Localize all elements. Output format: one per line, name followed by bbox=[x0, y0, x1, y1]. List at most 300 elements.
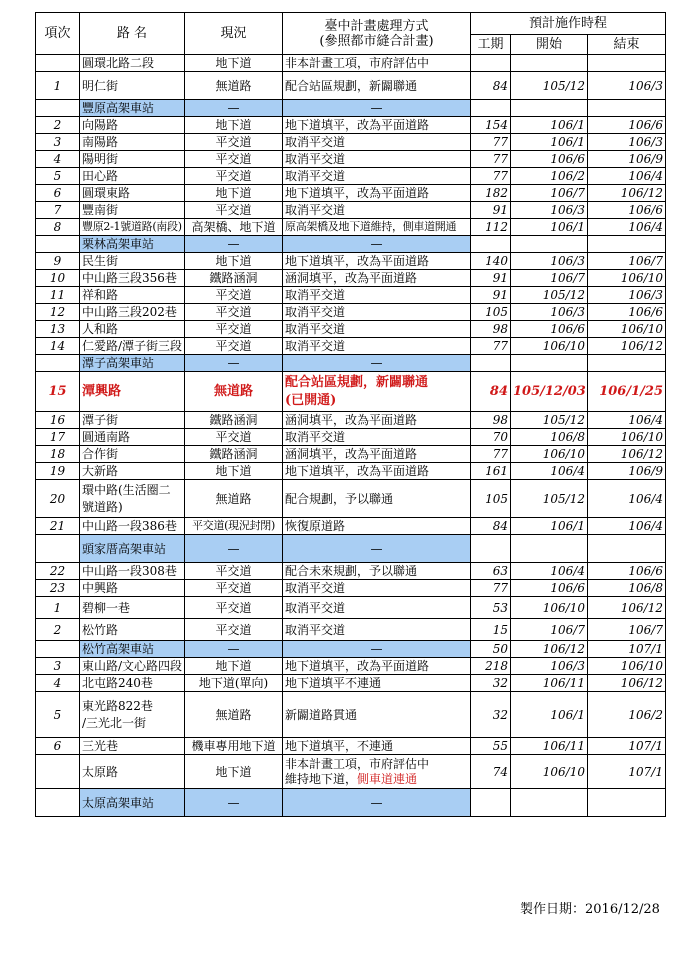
cell-method bbox=[283, 755, 471, 789]
cell-no bbox=[36, 55, 80, 72]
cell-method: — bbox=[283, 641, 471, 658]
cell-no bbox=[36, 355, 80, 372]
cell-method: 取消平交道 bbox=[283, 580, 471, 597]
cell-no: 16 bbox=[36, 412, 80, 429]
cell-end: 106/4 bbox=[588, 518, 666, 535]
cell-method-line2a: 維持地下道， bbox=[285, 771, 358, 786]
cell-start: 106/1 bbox=[511, 117, 588, 134]
cell-start bbox=[511, 55, 588, 72]
cell-method: 取消平交道 bbox=[283, 151, 471, 168]
cell-start: 106/6 bbox=[511, 321, 588, 338]
cell-status: 平交道 bbox=[185, 202, 283, 219]
cell-status: — bbox=[185, 100, 283, 117]
cell-start: 106/3 bbox=[511, 253, 588, 270]
cell-duration: 77 bbox=[471, 446, 511, 463]
cell-end: 106/12 bbox=[588, 338, 666, 355]
table-row bbox=[36, 168, 666, 185]
cell-start: 106/6 bbox=[511, 151, 588, 168]
cell-status: 地下道 bbox=[185, 658, 283, 675]
cell-start: 106/10 bbox=[511, 446, 588, 463]
cell-end: 106/4 bbox=[588, 168, 666, 185]
table-row bbox=[36, 463, 666, 480]
cell-start bbox=[511, 236, 588, 253]
cell-name: 碧柳一巷 bbox=[80, 597, 185, 619]
cell-no: 4 bbox=[36, 675, 80, 692]
cell-end: 106/3 bbox=[588, 134, 666, 151]
cell-duration: 98 bbox=[471, 412, 511, 429]
cell-method: 非本計畫工項，市府評估中 bbox=[283, 55, 471, 72]
cell-end bbox=[588, 236, 666, 253]
station-name: 豐原高架車站 bbox=[80, 100, 185, 117]
cell-end: 106/10 bbox=[588, 429, 666, 446]
cell-method: 配合未來規劃，予以聯通 bbox=[283, 563, 471, 580]
header-name: 路 名 bbox=[80, 13, 185, 55]
table-row bbox=[36, 134, 666, 151]
table-row bbox=[36, 372, 666, 412]
cell-no: 5 bbox=[36, 692, 80, 738]
cell-no: 19 bbox=[36, 463, 80, 480]
cell-start bbox=[511, 535, 588, 563]
cell-name: 田心路 bbox=[80, 168, 185, 185]
cell-status: 平交道 bbox=[185, 304, 283, 321]
station-row bbox=[36, 535, 666, 563]
cell-duration: 140 bbox=[471, 253, 511, 270]
cell-method: 新闢道路貫通 bbox=[283, 692, 471, 738]
cell-name-line2: /三光北一街 bbox=[82, 715, 147, 730]
cell-no: 3 bbox=[36, 658, 80, 675]
cell-no: 2 bbox=[36, 619, 80, 641]
cell-duration: 55 bbox=[471, 738, 511, 755]
cell-name: 圓環北路二段 bbox=[80, 55, 185, 72]
cell-end bbox=[588, 535, 666, 563]
station-name: 松竹高架車站 bbox=[80, 641, 185, 658]
table-row bbox=[36, 429, 666, 446]
cell-duration: 15 bbox=[471, 619, 511, 641]
cell-end: 107/1 bbox=[588, 738, 666, 755]
cell-method: 地下道填平，改為平面道路 bbox=[283, 658, 471, 675]
cell-end: 106/4 bbox=[588, 412, 666, 429]
cell-name: 松竹路 bbox=[80, 619, 185, 641]
table-row bbox=[36, 117, 666, 134]
cell-method: 地下道填平，改為平面道路 bbox=[283, 253, 471, 270]
cell-start: 106/7 bbox=[511, 270, 588, 287]
cell-method: 取消平交道 bbox=[283, 338, 471, 355]
cell-end: 107/1 bbox=[588, 755, 666, 789]
table-row bbox=[36, 412, 666, 429]
cell-method: 涵洞填平，改為平面道路 bbox=[283, 446, 471, 463]
cell-status: 地下道 bbox=[185, 463, 283, 480]
cell-start: 105/12 bbox=[511, 72, 588, 100]
cell-method-line1: 非本計畫工項，市府評估中 bbox=[285, 756, 430, 771]
cell-name: 北屯路240巷 bbox=[80, 675, 185, 692]
cell-end: 106/9 bbox=[588, 151, 666, 168]
cell-duration: 112 bbox=[471, 219, 511, 236]
cell-no: 12 bbox=[36, 304, 80, 321]
cell-duration bbox=[471, 789, 511, 817]
cell-no: 13 bbox=[36, 321, 80, 338]
cell-method-line2 bbox=[285, 772, 468, 787]
cell-duration: 154 bbox=[471, 117, 511, 134]
cell-no: 2 bbox=[36, 117, 80, 134]
cell-status: 機車專用地下道 bbox=[185, 738, 283, 755]
cell-name: 祥和路 bbox=[80, 287, 185, 304]
cell-name: 人和路 bbox=[80, 321, 185, 338]
cell-end: 106/7 bbox=[588, 253, 666, 270]
cell-no: 22 bbox=[36, 563, 80, 580]
cell-end bbox=[588, 55, 666, 72]
cell-start: 105/12 bbox=[511, 287, 588, 304]
cell-method-line2b: 側車道連通 bbox=[357, 771, 418, 786]
cell-end: 106/1/25 bbox=[588, 372, 666, 412]
header-start: 開始 bbox=[511, 35, 588, 55]
cell-duration: 74 bbox=[471, 755, 511, 789]
cell-name: 圓環東路 bbox=[80, 185, 185, 202]
cell-duration: 77 bbox=[471, 134, 511, 151]
cell-duration bbox=[471, 236, 511, 253]
cell-status: 地下道 bbox=[185, 117, 283, 134]
cell-status: 平交道 bbox=[185, 597, 283, 619]
cell-start: 106/1 bbox=[511, 692, 588, 738]
schedule-table bbox=[35, 12, 666, 817]
cell-no: 1 bbox=[36, 597, 80, 619]
cell-no bbox=[36, 236, 80, 253]
cell-duration: 182 bbox=[471, 185, 511, 202]
cell-method: 原高架橋及地下道維持，側車道開通 bbox=[283, 219, 471, 236]
cell-status: 平交道 bbox=[185, 619, 283, 641]
header-schedule: 預計施作時程 bbox=[471, 13, 666, 35]
header-status: 現況 bbox=[185, 13, 283, 55]
cell-name: 豐南街 bbox=[80, 202, 185, 219]
cell-method: 涵洞填平，改為平面道路 bbox=[283, 412, 471, 429]
table-row bbox=[36, 675, 666, 692]
cell-method-line1: 配合站區規劃，新闢聯通 bbox=[285, 374, 429, 390]
cell-start: 106/1 bbox=[511, 219, 588, 236]
cell-start: 106/11 bbox=[511, 675, 588, 692]
cell-name-line2: 號道路) bbox=[82, 499, 123, 514]
cell-duration bbox=[471, 355, 511, 372]
cell-status: 鐵路涵洞 bbox=[185, 412, 283, 429]
header-method bbox=[283, 13, 471, 55]
station-name: 頭家厝高架車站 bbox=[80, 535, 185, 563]
cell-name: 大新路 bbox=[80, 463, 185, 480]
cell-no bbox=[36, 535, 80, 563]
cell-status: 平交道 bbox=[185, 287, 283, 304]
cell-name-line1: 東光路822巷 bbox=[82, 698, 153, 713]
cell-name: 中山路三段356巷 bbox=[80, 270, 185, 287]
cell-method: 涵洞填平，改為平面道路 bbox=[283, 270, 471, 287]
cell-status: 無道路 bbox=[185, 372, 283, 412]
cell-method: 取消平交道 bbox=[283, 321, 471, 338]
cell-end: 106/8 bbox=[588, 580, 666, 597]
cell-no: 6 bbox=[36, 185, 80, 202]
cell-method: — bbox=[283, 789, 471, 817]
cell-duration bbox=[471, 55, 511, 72]
cell-status: 無道路 bbox=[185, 72, 283, 100]
cell-no: 21 bbox=[36, 518, 80, 535]
cell-name: 中興路 bbox=[80, 580, 185, 597]
table-row bbox=[36, 55, 666, 72]
cell-duration: 161 bbox=[471, 463, 511, 480]
cell-start: 106/7 bbox=[511, 185, 588, 202]
cell-duration: 32 bbox=[471, 692, 511, 738]
cell-end: 106/7 bbox=[588, 619, 666, 641]
cell-start: 105/12 bbox=[511, 480, 588, 518]
station-row bbox=[36, 789, 666, 817]
cell-name: 仁愛路/潭子街三段 bbox=[80, 338, 185, 355]
table-row bbox=[36, 518, 666, 535]
cell-method: 取消平交道 bbox=[283, 597, 471, 619]
cell-end: 106/6 bbox=[588, 563, 666, 580]
cell-start: 106/4 bbox=[511, 463, 588, 480]
cell-name: 東山路/文心路四段 bbox=[80, 658, 185, 675]
cell-status: 鐵路涵洞 bbox=[185, 446, 283, 463]
table-row bbox=[36, 270, 666, 287]
cell-method bbox=[283, 372, 471, 412]
cell-start bbox=[511, 355, 588, 372]
table-row bbox=[36, 253, 666, 270]
cell-method: 地下道填平，改為平面道路 bbox=[283, 463, 471, 480]
cell-end: 106/12 bbox=[588, 597, 666, 619]
cell-start: 106/3 bbox=[511, 202, 588, 219]
cell-no: 8 bbox=[36, 219, 80, 236]
cell-no: 18 bbox=[36, 446, 80, 463]
cell-no: 11 bbox=[36, 287, 80, 304]
table-row bbox=[36, 446, 666, 463]
cell-end: 107/1 bbox=[588, 641, 666, 658]
cell-method: — bbox=[283, 355, 471, 372]
cell-duration: 70 bbox=[471, 429, 511, 446]
table-row bbox=[36, 580, 666, 597]
cell-duration bbox=[471, 535, 511, 563]
cell-method: 配合規劃，予以聯通 bbox=[283, 480, 471, 518]
cell-duration: 91 bbox=[471, 287, 511, 304]
cell-method: 取消平交道 bbox=[283, 287, 471, 304]
cell-end: 106/10 bbox=[588, 270, 666, 287]
cell-name: 豐原2-1號道路(南段) bbox=[80, 219, 185, 236]
cell-duration: 50 bbox=[471, 641, 511, 658]
cell-status: 地下道 bbox=[185, 185, 283, 202]
cell-end: 106/9 bbox=[588, 463, 666, 480]
cell-status: 平交道 bbox=[185, 151, 283, 168]
cell-status: 地下道 bbox=[185, 755, 283, 789]
cell-end: 106/3 bbox=[588, 287, 666, 304]
cell-end bbox=[588, 100, 666, 117]
table-row bbox=[36, 338, 666, 355]
cell-method: 地下道填平，不連通 bbox=[283, 738, 471, 755]
cell-status: 平交道 bbox=[185, 321, 283, 338]
cell-status: 鐵路涵洞 bbox=[185, 270, 283, 287]
cell-duration: 84 bbox=[471, 72, 511, 100]
cell-start: 106/10 bbox=[511, 338, 588, 355]
cell-status: 平交道 bbox=[185, 168, 283, 185]
cell-status: 平交道 bbox=[185, 563, 283, 580]
cell-no bbox=[36, 100, 80, 117]
cell-duration: 84 bbox=[471, 518, 511, 535]
table-row bbox=[36, 202, 666, 219]
station-name: 太原高架車站 bbox=[80, 789, 185, 817]
cell-start: 106/7 bbox=[511, 619, 588, 641]
cell-start: 106/8 bbox=[511, 429, 588, 446]
station-name: 栗林高架車站 bbox=[80, 236, 185, 253]
cell-start: 105/12 bbox=[511, 412, 588, 429]
header-method-line1: 臺中計畫處理方式 bbox=[324, 18, 429, 34]
table-row bbox=[36, 619, 666, 641]
cell-start: 106/1 bbox=[511, 134, 588, 151]
cell-status: 平交道 bbox=[185, 429, 283, 446]
cell-name: 中山路三段202巷 bbox=[80, 304, 185, 321]
cell-duration: 63 bbox=[471, 563, 511, 580]
cell-method: 地下道填平，改為平面道路 bbox=[283, 117, 471, 134]
cell-start: 106/3 bbox=[511, 658, 588, 675]
cell-status: — bbox=[185, 355, 283, 372]
cell-start: 105/12/03 bbox=[511, 372, 588, 412]
cell-status: 高架橋、地下道 bbox=[185, 219, 283, 236]
cell-duration: 105 bbox=[471, 480, 511, 518]
table-row bbox=[36, 658, 666, 675]
cell-status: 平交道 bbox=[185, 134, 283, 151]
cell-name: 中山路一段308巷 bbox=[80, 563, 185, 580]
station-row bbox=[36, 100, 666, 117]
cell-method-line2: (已開通) bbox=[285, 392, 337, 408]
cell-name: 潭興路 bbox=[80, 372, 185, 412]
cell-end: 106/2 bbox=[588, 692, 666, 738]
cell-end bbox=[588, 355, 666, 372]
cell-no: 6 bbox=[36, 738, 80, 755]
cell-start: 106/3 bbox=[511, 304, 588, 321]
cell-name: 民生街 bbox=[80, 253, 185, 270]
table-row bbox=[36, 151, 666, 168]
cell-end: 106/6 bbox=[588, 202, 666, 219]
cell-status: 地下道 bbox=[185, 55, 283, 72]
table-row bbox=[36, 304, 666, 321]
cell-end: 106/12 bbox=[588, 185, 666, 202]
cell-status: 平交道 bbox=[185, 580, 283, 597]
cell-no: 17 bbox=[36, 429, 80, 446]
cell-duration: 218 bbox=[471, 658, 511, 675]
cell-no: 5 bbox=[36, 168, 80, 185]
header-end: 結束 bbox=[588, 35, 666, 55]
cell-no: 20 bbox=[36, 480, 80, 518]
cell-no bbox=[36, 789, 80, 817]
cell-start: 106/10 bbox=[511, 597, 588, 619]
table-row bbox=[36, 185, 666, 202]
cell-name: 南陽路 bbox=[80, 134, 185, 151]
cell-method: 恢復原道路 bbox=[283, 518, 471, 535]
station-row bbox=[36, 641, 666, 658]
cell-no: 15 bbox=[36, 372, 80, 412]
cell-method: — bbox=[283, 236, 471, 253]
cell-name: 太原路 bbox=[80, 755, 185, 789]
cell-duration: 77 bbox=[471, 580, 511, 597]
station-row bbox=[36, 236, 666, 253]
cell-method: 取消平交道 bbox=[283, 429, 471, 446]
cell-duration: 77 bbox=[471, 338, 511, 355]
cell-end: 106/3 bbox=[588, 72, 666, 100]
table-row bbox=[36, 480, 666, 518]
cell-no: 4 bbox=[36, 151, 80, 168]
cell-no: 3 bbox=[36, 134, 80, 151]
cell-status: 地下道(單向) bbox=[185, 675, 283, 692]
station-name: 潭子高架車站 bbox=[80, 355, 185, 372]
table-row bbox=[36, 755, 666, 789]
cell-status: 無道路 bbox=[185, 692, 283, 738]
cell-status: — bbox=[185, 535, 283, 563]
cell-method: 取消平交道 bbox=[283, 619, 471, 641]
table-row bbox=[36, 321, 666, 338]
cell-status: — bbox=[185, 236, 283, 253]
cell-no: 14 bbox=[36, 338, 80, 355]
cell-start: 106/2 bbox=[511, 168, 588, 185]
cell-no: 7 bbox=[36, 202, 80, 219]
cell-name: 圓通南路 bbox=[80, 429, 185, 446]
header-no: 項次 bbox=[36, 13, 80, 55]
table-row bbox=[36, 72, 666, 100]
cell-start: 106/1 bbox=[511, 518, 588, 535]
cell-duration: 84 bbox=[471, 372, 511, 412]
cell-end: 106/6 bbox=[588, 304, 666, 321]
cell-duration: 53 bbox=[471, 597, 511, 619]
cell-start: 106/10 bbox=[511, 755, 588, 789]
cell-duration: 91 bbox=[471, 270, 511, 287]
cell-status: 平交道(現況封閉) bbox=[185, 518, 283, 535]
cell-start: 106/11 bbox=[511, 738, 588, 755]
cell-method: — bbox=[283, 535, 471, 563]
header-duration: 工期 bbox=[471, 35, 511, 55]
footer-date: 製作日期：2016/12/28 bbox=[520, 902, 660, 917]
cell-name: 合作街 bbox=[80, 446, 185, 463]
cell-name: 三光巷 bbox=[80, 738, 185, 755]
cell-duration: 77 bbox=[471, 151, 511, 168]
station-row bbox=[36, 355, 666, 372]
table-row bbox=[36, 563, 666, 580]
cell-method: 地下道填平，改為平面道路 bbox=[283, 185, 471, 202]
cell-start bbox=[511, 789, 588, 817]
cell-start: 106/6 bbox=[511, 580, 588, 597]
cell-duration: 91 bbox=[471, 202, 511, 219]
cell-no: 9 bbox=[36, 253, 80, 270]
cell-name: 陽明街 bbox=[80, 151, 185, 168]
table-row bbox=[36, 287, 666, 304]
cell-name-line1: 環中路(生活圈二 bbox=[82, 482, 171, 497]
cell-end: 106/4 bbox=[588, 480, 666, 518]
cell-name: 中山路一段386巷 bbox=[80, 518, 185, 535]
cell-method: 取消平交道 bbox=[283, 202, 471, 219]
cell-duration: 105 bbox=[471, 304, 511, 321]
cell-status: 地下道 bbox=[185, 253, 283, 270]
cell-end: 106/10 bbox=[588, 321, 666, 338]
cell-end: 106/12 bbox=[588, 675, 666, 692]
cell-duration: 98 bbox=[471, 321, 511, 338]
cell-name: 潭子街 bbox=[80, 412, 185, 429]
cell-name: 明仁街 bbox=[80, 72, 185, 100]
cell-status: 無道路 bbox=[185, 480, 283, 518]
cell-end bbox=[588, 789, 666, 817]
cell-method: 取消平交道 bbox=[283, 304, 471, 321]
cell-method: — bbox=[283, 100, 471, 117]
cell-status: — bbox=[185, 789, 283, 817]
cell-end: 106/12 bbox=[588, 446, 666, 463]
cell-name: 向陽路 bbox=[80, 117, 185, 134]
cell-no: 1 bbox=[36, 72, 80, 100]
cell-no bbox=[36, 755, 80, 789]
cell-duration bbox=[471, 100, 511, 117]
cell-end: 106/6 bbox=[588, 117, 666, 134]
header-method-line2: (參照都市縫合計畫) bbox=[319, 33, 434, 49]
cell-duration: 32 bbox=[471, 675, 511, 692]
cell-start: 106/4 bbox=[511, 563, 588, 580]
cell-name bbox=[80, 480, 185, 518]
cell-no: 23 bbox=[36, 580, 80, 597]
